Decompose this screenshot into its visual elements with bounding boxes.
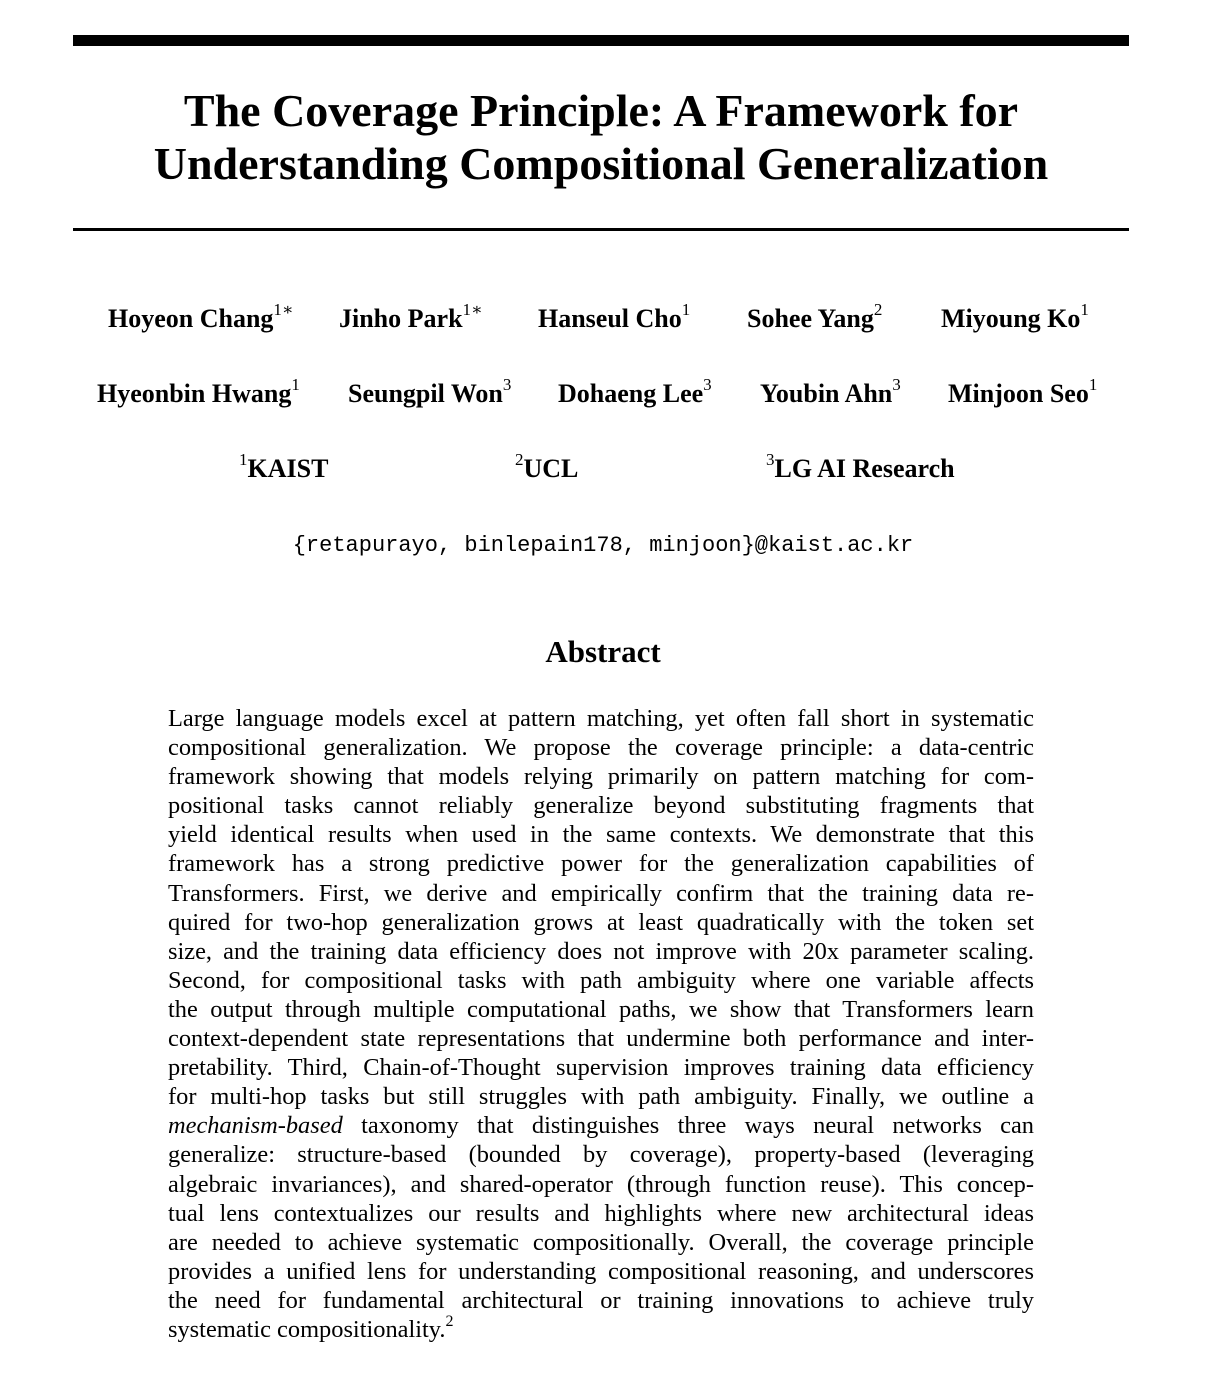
abstract-line: quired for two-hop generalization grows at least quadratically with the token set xyxy=(168,908,1034,936)
abstract-line: systematic compositionality.$^2$ xyxy=(168,1312,454,1343)
title-line: The Coverage Principle: A Framework for xyxy=(183,85,1019,136)
author: Youbin Ahn$^3$ xyxy=(760,375,901,408)
top-rule xyxy=(73,35,1129,46)
abstract-line: generalize: structure-based (bounded by coverage), property-based (leveraging xyxy=(168,1141,1034,1169)
abstract-line: framework has a strong predictive power for the generalization capabilities of xyxy=(168,850,1034,878)
abstract-line: mechanism-based taxonomy that distinguishes three ways neural networks can xyxy=(168,1112,1034,1140)
abstract-line: for multi-hop tasks but still struggles with path ambiguity. Finally, we outline a xyxy=(168,1083,1034,1111)
abstract-line: yield identical results when used in the same contexts. We demonstrate that this xyxy=(168,821,1034,849)
paper-title xyxy=(73,84,1129,190)
affiliation: $^3$LG AI Research xyxy=(766,450,955,483)
author-email: {retapurayo, binlepain178, minjoon}@kaist.ac.kr xyxy=(292,533,914,558)
author: Sohee Yang$^2$ xyxy=(747,300,883,333)
author: Hanseul Cho$^1$ xyxy=(538,300,691,333)
author: Miyoung Ko$^1$ xyxy=(941,300,1089,333)
abstract-line: size, and the training data efficiency does not improve with 20x parameter scaling. xyxy=(168,937,1034,965)
footnote-mark[interactable]: 2 xyxy=(445,1312,454,1330)
abstract-line: framework showing that models relying primarily on pattern matching for com- xyxy=(168,763,1034,791)
abstract-line: Transformers. First, we derive and empirically confirm that the training data re- xyxy=(168,879,1034,907)
abstract-line: the need for fundamental architectural or training innovations to achieve truly xyxy=(168,1286,1034,1314)
abstract-line: positional tasks cannot reliably generalize beyond substituting fragments that xyxy=(168,792,1034,820)
affiliations xyxy=(0,452,1206,486)
title-line: Understanding Compositional Generalization xyxy=(153,138,1049,189)
author-row xyxy=(0,377,1206,411)
author: Seungpil Won$^3$ xyxy=(348,375,512,408)
abstract-line: Second, for compositional tasks with path ambiguity where one variable affects xyxy=(168,966,1034,994)
abstract-line: context-dependent state representations that undermine both performance and inter- xyxy=(168,1025,1034,1053)
abstract-line: Large language models excel at pattern matching, yet often fall short in systematic xyxy=(168,705,1034,732)
abstract-line: algebraic invariances), and shared-operator (through function reuse). This concep- xyxy=(168,1170,1034,1198)
author: Hoyeon Chang$^{1∗}$ xyxy=(108,300,294,333)
abstract-line: are needed to achieve systematic compositionally. Overall, the coverage principle xyxy=(168,1228,1034,1256)
author: Jinho Park$^{1∗}$ xyxy=(339,300,483,333)
title-rule xyxy=(73,228,1129,231)
affiliation: $^1$KAIST xyxy=(239,450,329,483)
author: Dohaeng Lee$^3$ xyxy=(558,375,712,408)
author: Hyeonbin Hwang$^1$ xyxy=(97,375,300,408)
abstract-line: pretability. Third, Chain-of-Thought supervision improves training data efficiency xyxy=(168,1054,1034,1082)
italic-term: mechanism-based xyxy=(168,1112,343,1140)
author-row xyxy=(0,302,1206,336)
abstract-line: the output through multiple computational paths, we show that Transformers learn xyxy=(168,995,1034,1023)
abstract-body xyxy=(168,704,1034,1344)
abstract-line: provides a unified lens for understanding compositional reasoning, and underscores xyxy=(168,1257,1034,1285)
abstract-line: compositional generalization. We propose the coverage principle: a data-centric xyxy=(168,734,1034,762)
abstract-line: tual lens contextualizes our results and highlights where new architectural ideas xyxy=(168,1199,1034,1227)
affiliation: $^2$UCL xyxy=(515,450,579,483)
author: Minjoon Seo$^1$ xyxy=(948,375,1098,408)
abstract-heading: Abstract xyxy=(545,634,661,669)
